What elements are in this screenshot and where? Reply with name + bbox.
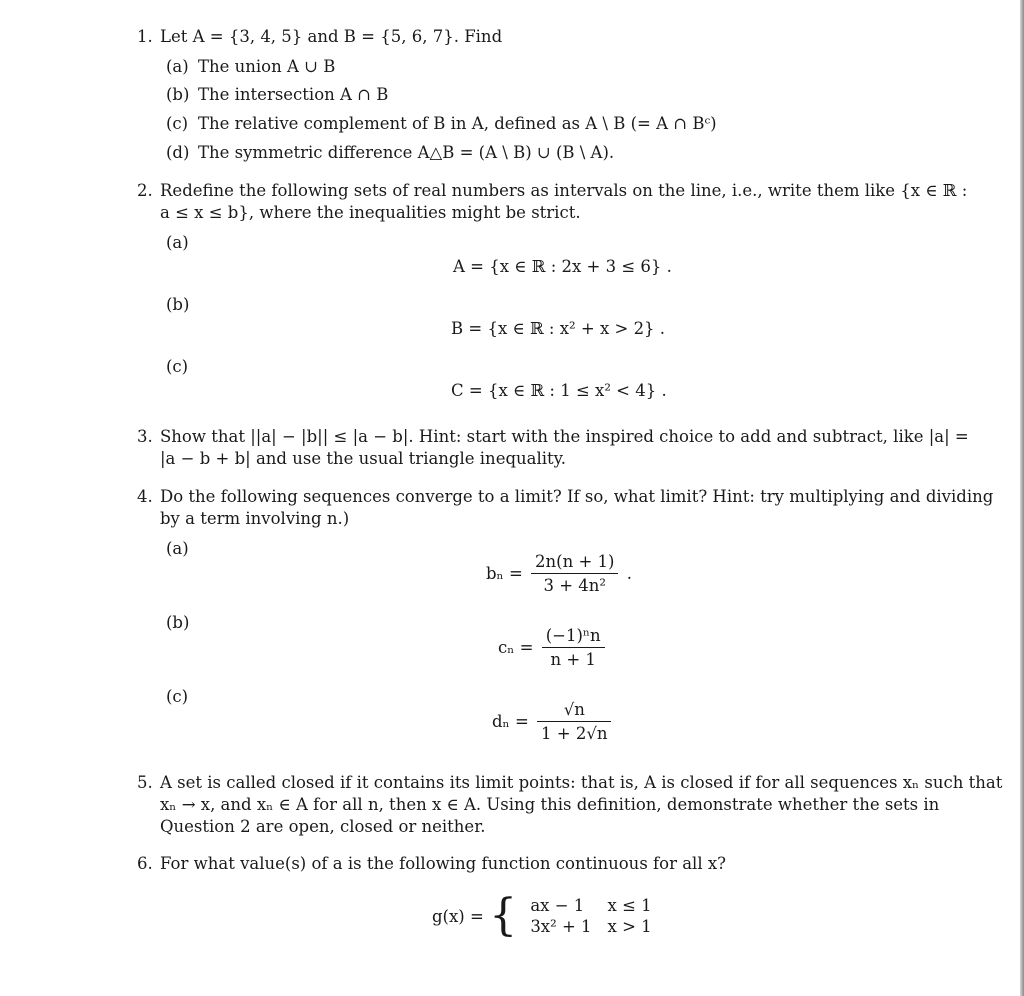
q5-number: 5. [137, 773, 153, 792]
q1d-label: (d) [166, 143, 190, 162]
q4b-label: (b) [166, 613, 190, 632]
q4b-denominator: n + 1 [550, 650, 596, 669]
q1a-label: (a) [166, 57, 189, 76]
q1-number: 1. [137, 27, 153, 46]
q2a-label: (a) [166, 233, 189, 252]
q3-line2: |a − b + b| and use the usual triangle inequality. [160, 449, 567, 468]
q4c-denominator: 1 + 2√n [541, 724, 608, 743]
q4b-fraction [542, 626, 605, 669]
q4a-label: (a) [166, 539, 189, 558]
q4a-denominator: 3 + 4n² [543, 576, 607, 595]
q1c-text: The relative complement of B in A, defined as A \ B (= A ∩ Bᶜ) [198, 114, 717, 133]
q4b-lhs: cₙ = [498, 638, 534, 657]
q4-number: 4. [137, 487, 153, 506]
q2c-label: (c) [166, 357, 189, 376]
q1a-text: The union A ∪ B [198, 57, 336, 76]
q6-case-expr: 3x² + 1 [530, 917, 592, 936]
q1d-text: The symmetric difference A△B = (A \ B) ∪ (B \ A). [198, 143, 615, 162]
q5-line2: xₙ → x, and xₙ ∈ A for all n, then x ∈ A. Using this definition, demonstrate whether the sets in [160, 795, 940, 814]
q2b-formula: B = {x ∈ ℝ : x² + x > 2} . [451, 319, 666, 338]
q6-piecewise-function [432, 890, 660, 941]
q6-stem: For what value(s) of a is the following function continuous for all x? [160, 854, 726, 873]
page-edge-shadow [1020, 0, 1024, 996]
q6-case-cond: x > 1 [607, 917, 652, 936]
q4a-tail: . [626, 564, 632, 583]
q4a-numerator: 2n(n + 1) [531, 552, 618, 574]
q1b-text: The intersection A ∩ B [198, 85, 389, 104]
q6-cases [522, 895, 659, 937]
q5-line1: A set is called closed if it contains its limit points: that is, A is closed if for all sequences xₙ such that [160, 773, 1003, 792]
q4a-fraction [531, 552, 618, 595]
q6-lhs: g(x) = [432, 906, 484, 926]
q6-brace: { [489, 890, 518, 941]
q4-line1: Do the following sequences converge to a limit? If so, what limit? Hint: try multiplying and dividing [160, 487, 994, 506]
q3-number: 3. [137, 427, 153, 446]
q4a-equation [486, 552, 632, 595]
q6-number: 6. [137, 854, 153, 873]
q1b-label: (b) [166, 85, 190, 104]
q5-line3: Question 2 are open, closed or neither. [160, 817, 486, 836]
q4b-equation [498, 626, 613, 669]
q4c-equation [492, 700, 620, 743]
q4c-numerator: √n [537, 700, 611, 722]
q4c-lhs: dₙ = [492, 712, 529, 731]
q6-case-expr: ax − 1 [530, 896, 585, 915]
q4b-numerator: (−1)ⁿn [542, 626, 605, 648]
q4c-fraction [537, 700, 611, 743]
q2-number: 2. [137, 181, 153, 200]
q4-line2: by a term involving n.) [160, 509, 350, 528]
q4c-label: (c) [166, 687, 189, 706]
q6-case-cond: x ≤ 1 [607, 896, 652, 915]
q2-line1: Redefine the following sets of real numbers as intervals on the line, i.e., write them like {x ∈ ℝ : [160, 181, 968, 200]
q3-line1: Show that ||a| − |b|| ≤ |a − b|. Hint: start with the inspired choice to add and subtract, like |a| = [160, 427, 969, 446]
q2-line2: a ≤ x ≤ b}, where the inequalities might be strict. [160, 203, 581, 222]
q1c-label: (c) [166, 114, 189, 133]
q2a-formula: A = {x ∈ ℝ : 2x + 3 ≤ 6} . [453, 257, 672, 276]
q6-case-row [522, 895, 659, 916]
q6-case-row [522, 916, 659, 937]
q4a-lhs: bₙ = [486, 564, 523, 583]
q2c-formula: C = {x ∈ ℝ : 1 ≤ x² < 4} . [451, 381, 667, 400]
q1-stem: Let A = {3, 4, 5} and B = {5, 6, 7}. Find [160, 27, 503, 46]
q2b-label: (b) [166, 295, 190, 314]
